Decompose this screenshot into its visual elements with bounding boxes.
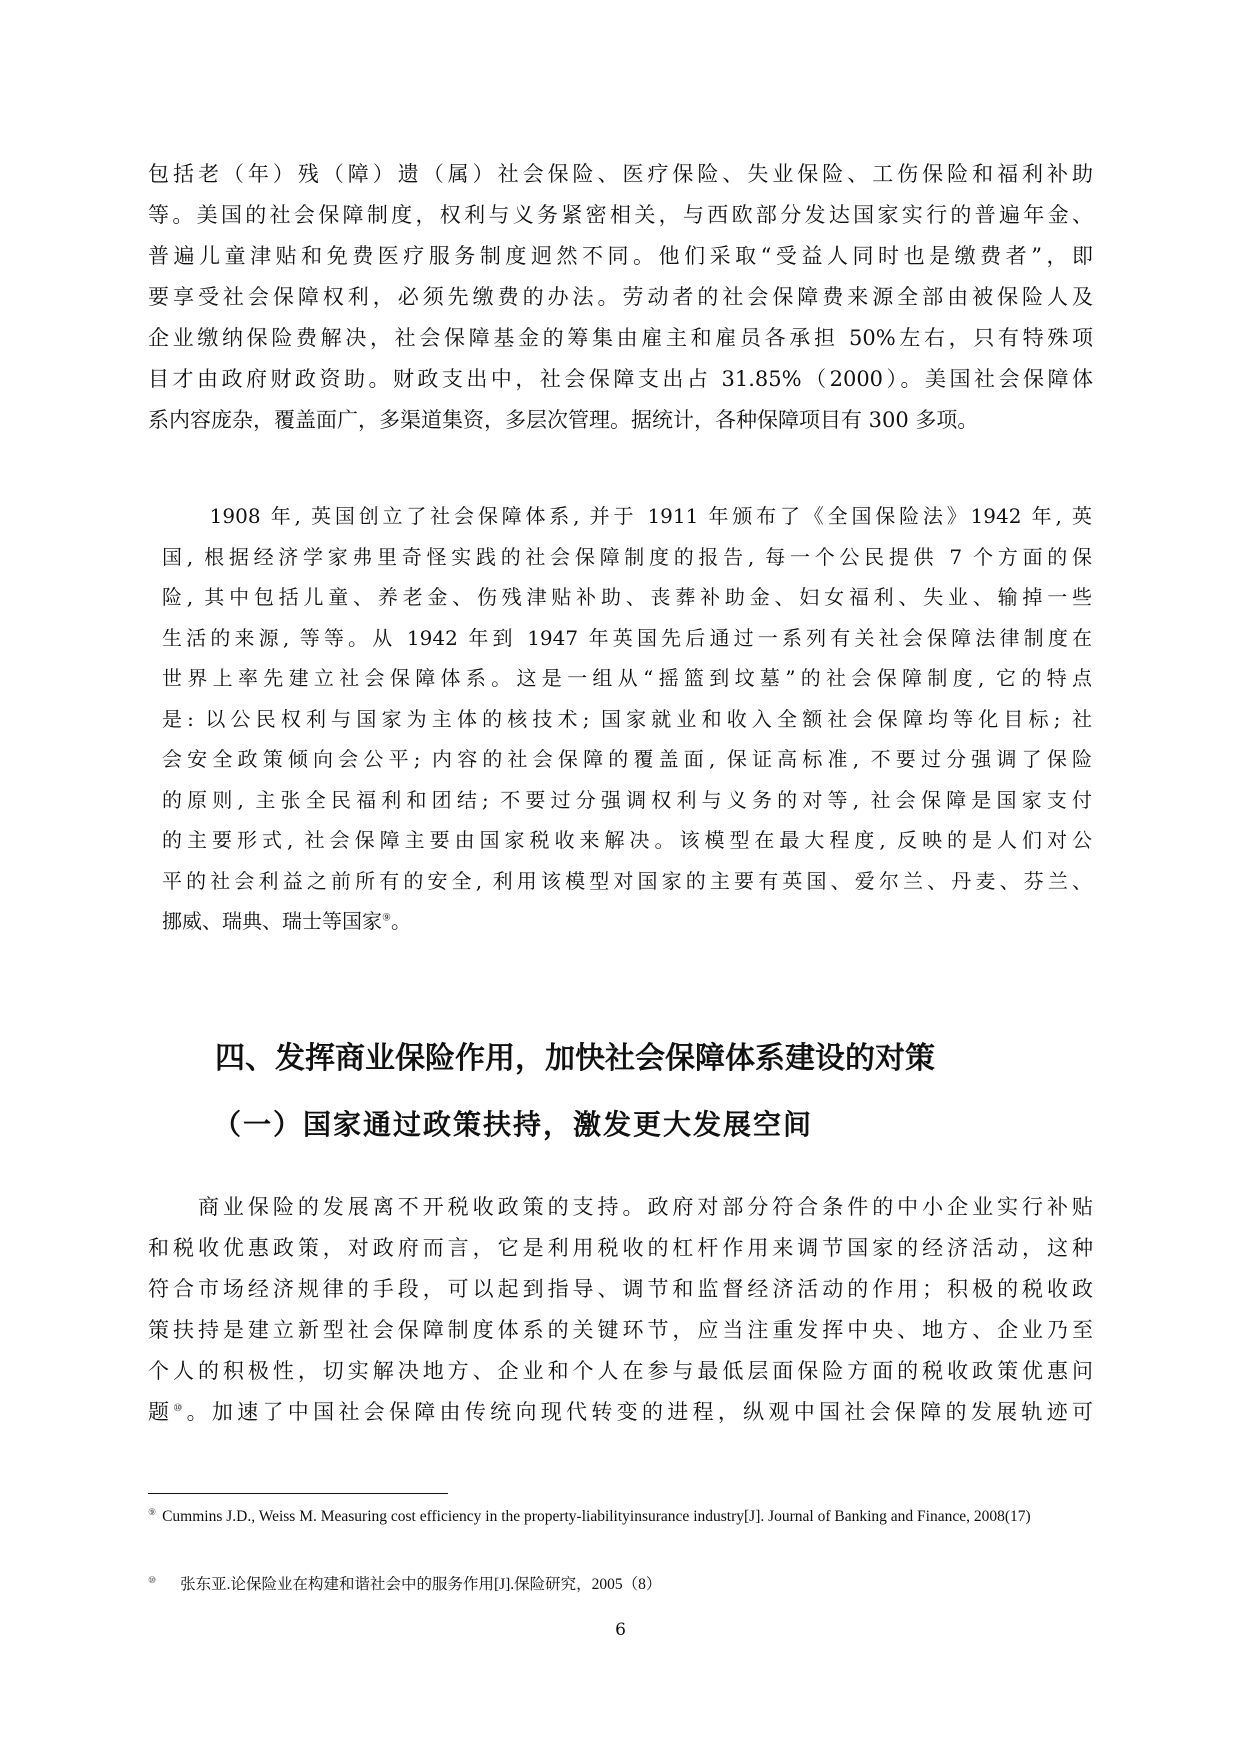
text-run: 。加速了中国社会保障由传统向现代转变的进程，纵观中国社会保障的发展轨迹可 bbox=[186, 1400, 1094, 1424]
text-line: 1908 年, 英国创立了社会保障体系, 并于 1911 年颁布了《全国保险法》1942 年, 英 bbox=[162, 504, 1092, 528]
text-line bbox=[162, 901, 1092, 942]
footnote bbox=[148, 1506, 1093, 1528]
text-line: 险, 其中包括儿童、养老金、伤残津贴补助、丧葬补助金、妇女福利、失业、输掉一些 bbox=[162, 585, 1092, 609]
footnote-separator bbox=[148, 1493, 448, 1494]
paragraph-uk-social-security bbox=[162, 496, 1092, 942]
text-line: 世界上率先建立社会保障体系。这是一组从“摇篮到坟墓”的社会保障制度, 它的特点 bbox=[162, 666, 1092, 690]
footnote-reference[interactable]: ⑩ bbox=[173, 1403, 187, 1414]
text-line: 系内容庞杂，覆盖面广，多渠道集资，多层次管理。据统计，各种保障项目有 300 多项。 bbox=[148, 408, 979, 432]
text-run: 。 bbox=[390, 909, 411, 933]
sub-heading: （一）国家通过政策扶持，激发更大发展空间 bbox=[213, 1108, 814, 1141]
footnote bbox=[148, 1574, 1093, 1596]
text-line: 目才由政府财政资助。财政支出中，社会保障支出占 31.85%（2000）。美国社会保障体 bbox=[148, 367, 1093, 391]
text-line: 个人的积极性，切实解决地方、企业和个人在参与最低层面保险方面的税收政策优惠问 bbox=[148, 1359, 1093, 1383]
text-line: 生活的来源, 等等。从 1942 年到 1947 年英国先后通过一系列有关社会保障法律制度在 bbox=[162, 625, 1092, 650]
text-run: 题 bbox=[148, 1400, 174, 1424]
footnote-mark: ⑨ bbox=[148, 1506, 157, 1517]
section-heading: 四、发挥商业保险作用，加快社会保障体系建设的对策 bbox=[215, 1041, 935, 1076]
text-line: 平的社会利益之前所有的安全, 利用该模型对国家的主要有英国、爱尔兰、丹麦、芬兰、 bbox=[162, 868, 1092, 893]
footnote-text: Cummins J.D., Weiss M. Measuring cost efficiency in the property-liabilityinsurance industry[J]. Journal of Banking and Finance, 2008(17) bbox=[162, 1508, 1031, 1525]
footnote-text: 张东亚.论保险业在构建和谐社会中的服务作用[J].保险研究，2005（8） bbox=[180, 1576, 662, 1593]
text-run: 挪威、瑞典、瑞士等国家 bbox=[162, 909, 382, 933]
footnote-reference[interactable]: ⑨ bbox=[382, 912, 391, 924]
text-line: 的主要形式, 社会保障主要由国家税收来解决。该模型在最大程度, 反映的是人们对公 bbox=[162, 828, 1092, 852]
text-line: 等。美国的社会保障制度，权利与义务紧密相关，与西欧部分发达国家实行的普遍年金、 bbox=[148, 203, 1093, 227]
text-line: 策扶持是建立新型社会保障制度体系的关键环节，应当注重发挥中央、地方、企业乃至 bbox=[148, 1318, 1093, 1342]
text-line: 符合市场经济规律的手段，可以起到指导、调节和监督经济活动的作用；积极的税收政 bbox=[148, 1277, 1093, 1301]
text-line: 商业保险的发展离不开税收政策的支持。政府对部分符合条件的中小企业实行补贴 bbox=[148, 1195, 1093, 1219]
paragraph-us-social-security bbox=[148, 154, 1093, 441]
text-line: 和税收优惠政策，对政府而言，它是利用税收的杠杆作用来调节国家的经济活动，这种 bbox=[148, 1236, 1093, 1260]
text-line: 企业缴纳保险费解决，社会保障基金的筹集由雇主和雇员各承担 50%左右，只有特殊项 bbox=[148, 326, 1093, 350]
text-line: 普遍儿童津贴和免费医疗服务制度迥然不同。他们采取“受益人同时也是缴费者”，即 bbox=[148, 244, 1093, 268]
page-number: 6 bbox=[615, 1620, 626, 1640]
text-line: 国, 根据经济学家弗里奇怪实践的社会保障制度的报告, 每一个公民提供 7 个方面的保 bbox=[162, 544, 1092, 569]
footnote-mark: ⑩ bbox=[148, 1574, 157, 1585]
text-line: 会安全政策倾向会公平; 内容的社会保障的覆盖面, 保证高标准, 不要过分强调了保险 bbox=[162, 747, 1092, 771]
text-line: 的原则, 主张全民福利和团结; 不要过分强调权利与义务的对等, 社会保障是国家支付 bbox=[162, 787, 1092, 812]
text-line bbox=[148, 1392, 1093, 1433]
text-line: 包括老（年）残（障）遗（属）社会保险、医疗保险、失业保险、工伤保险和福利补助 bbox=[148, 162, 1093, 186]
paragraph-tax-policy bbox=[148, 1187, 1093, 1433]
text-line: 是: 以公民权利与国家为主体的核技术; 国家就业和收入全额社会保障均等化目标; 社 bbox=[162, 706, 1092, 731]
text-line: 要享受社会保障权利，必须先缴费的办法。劳动者的社会保障费来源全部由被保险人及 bbox=[148, 285, 1093, 309]
